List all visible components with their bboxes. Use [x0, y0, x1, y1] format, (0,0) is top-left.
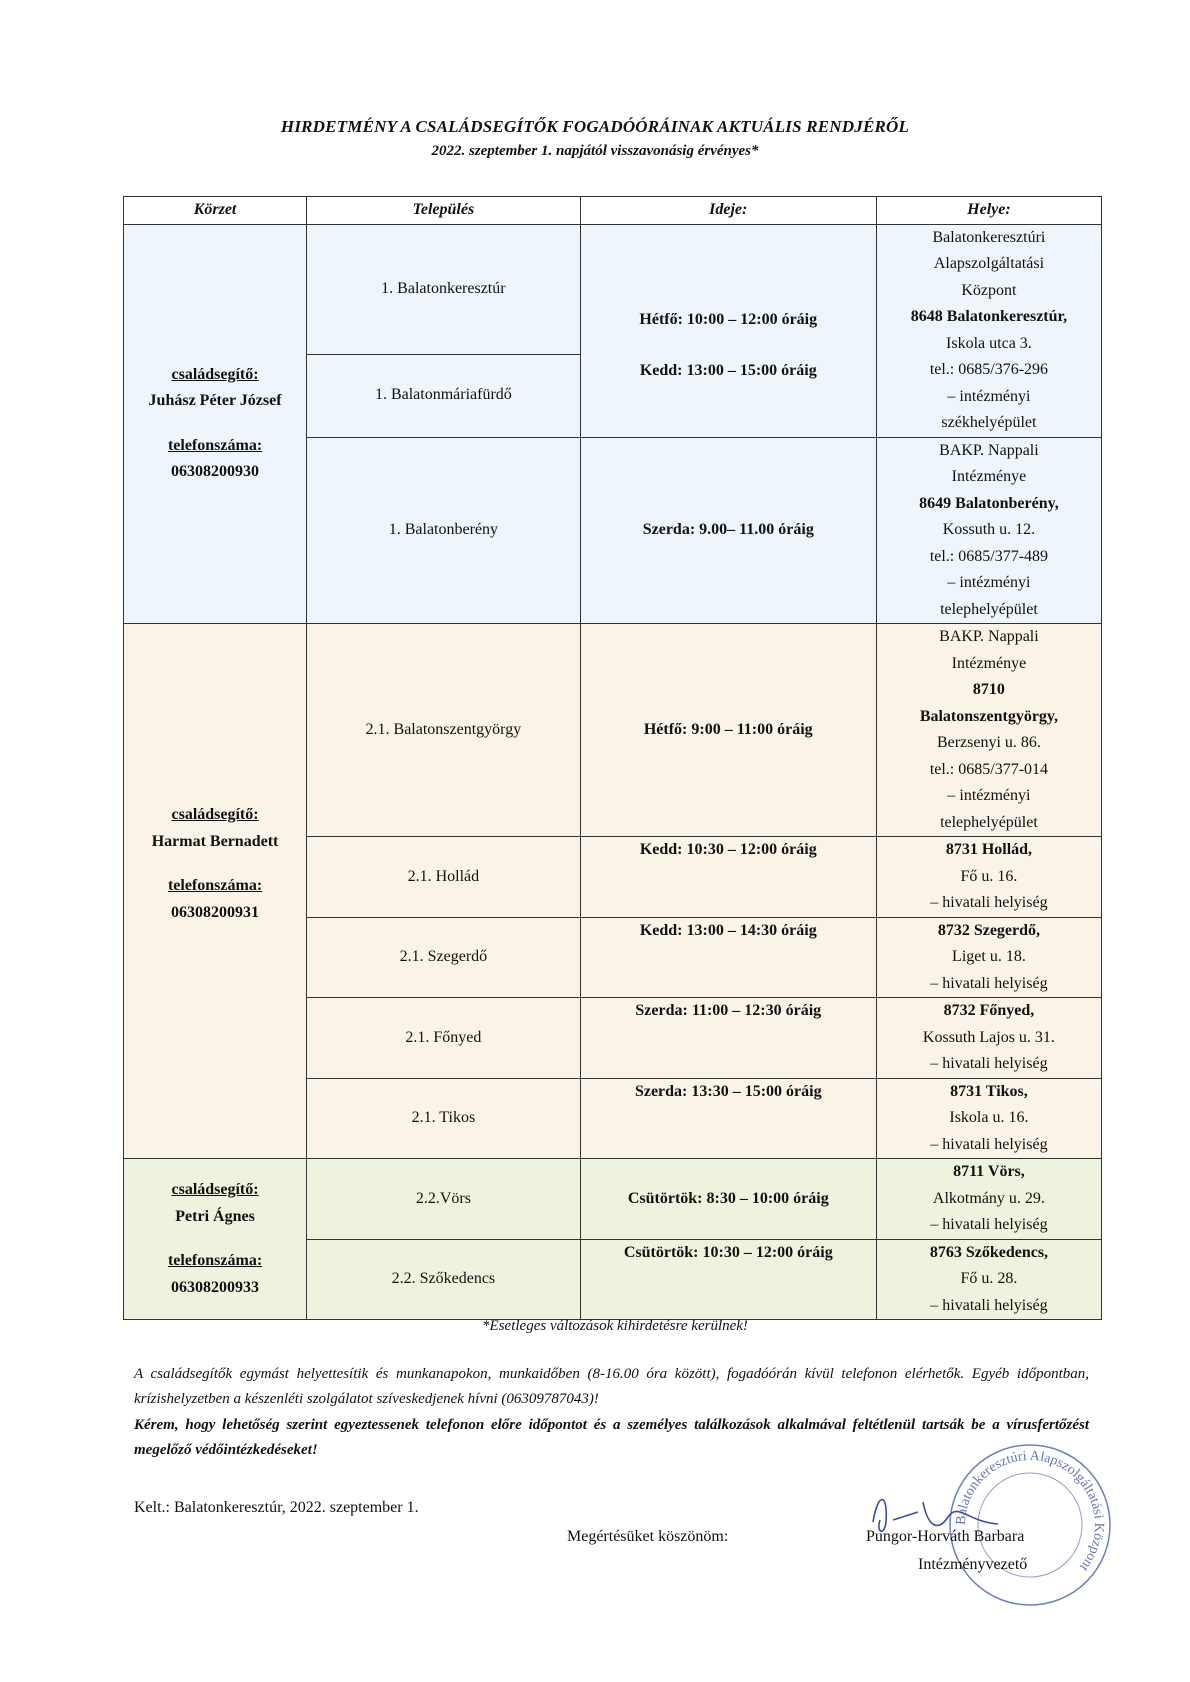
- place-line: Iskola u. 16.: [949, 1109, 1029, 1126]
- zone3-role: családsegítő:: [171, 1181, 259, 1198]
- zone2-phone: 06308200931: [171, 903, 260, 921]
- zone2-settlement-5: 2.1. Tikos: [307, 1078, 581, 1159]
- info-paragraph: A családsegítők egymást helyettesítik és munkanapokon, munkaidőben (8-16.00 óra között), fogadóórán kívül telefonon elérhetők. Egyéb időpontban, krízishelyzetben a készenléti szolgálatot szíveskedjenek hívni (06309787043)!: [134, 1366, 1089, 1407]
- zone1-phone: 06308200930: [171, 463, 260, 481]
- zone2-time-2: Kedd: 10:30 – 12:00 óráig: [580, 837, 876, 918]
- zone2-time-5: Szerda: 13:30 – 15:00 óráig: [580, 1078, 876, 1159]
- zone2-name: Harmat Bernadett: [151, 832, 279, 850]
- zone1-time-3: Szerda: 9.00– 11.00 óráig: [580, 437, 876, 624]
- thanks-line: Megértésüket köszönöm:: [567, 1528, 729, 1545]
- place-line: 8649 Balatonberény,: [919, 494, 1059, 512]
- place-line: Balatonszentgyörgy,: [919, 707, 1059, 725]
- place-line: – hivatali helyiség: [930, 1216, 1048, 1233]
- place-line: 8648 Balatonkeresztúr,: [910, 308, 1068, 325]
- zone1-phone-label: telefonszáma:: [167, 436, 263, 454]
- zone2-time-3: Kedd: 13:00 – 14:30 óráig: [580, 917, 876, 998]
- place-line: Balatonkeresztúri: [932, 228, 1046, 246]
- zone2-place-5: [876, 1078, 1101, 1159]
- table-row: [124, 1159, 1102, 1240]
- zone3-phone: 06308200933: [171, 1278, 260, 1296]
- zone1-role: családsegítő:: [171, 365, 259, 383]
- place-line: Intézménye: [951, 468, 1027, 485]
- zone1-settlement-3: 1. Balatonberény: [307, 437, 581, 624]
- place-line: tel.: 0685/376-296: [929, 361, 1049, 378]
- column-header-telepules: Település: [307, 197, 581, 225]
- zone1-name: Juhász Péter József: [148, 392, 282, 410]
- place-line: 8731 Hollád,: [945, 841, 1033, 858]
- place-line: Iskola utca 3.: [946, 334, 1032, 352]
- zone2-phone-label: telefonszáma:: [167, 877, 263, 894]
- zone2-place-2: [876, 837, 1101, 918]
- zone1-place-a: [876, 224, 1101, 437]
- zone3-settlement-1: 2.2.Vörs: [307, 1159, 581, 1240]
- date-line: Kelt.: Balatonkeresztúr, 2022. szeptember 1.: [134, 1499, 419, 1516]
- place-line: Intézménye: [951, 654, 1027, 672]
- zone2-settlement-3: 2.1. Szegerdő: [307, 917, 581, 998]
- zone2-place-4: [876, 998, 1101, 1079]
- place-line: – intézményi: [947, 787, 1031, 804]
- place-line: székhelyépület: [941, 414, 1037, 431]
- zone3-phone-label: telefonszáma:: [167, 1252, 263, 1269]
- zone2-settlement-4: 2.1. Főnyed: [307, 998, 581, 1079]
- place-line: Liget u. 18.: [952, 948, 1026, 965]
- footnote: *Esetleges változások kihirdetésre kerülnek!: [482, 1318, 748, 1334]
- place-line: – hivatali helyiség: [930, 1135, 1048, 1153]
- place-line: tel.: 0685/377-489: [929, 547, 1049, 565]
- schedule-table: [123, 196, 1102, 1320]
- zone3-settlement-2: 2.2. Szőkedencs: [307, 1239, 581, 1320]
- zone2-place-3: [876, 917, 1101, 998]
- column-header-helye: Helye:: [876, 197, 1101, 225]
- zone2-role: családsegítő:: [171, 806, 259, 823]
- zone3-place-1: [876, 1159, 1101, 1240]
- column-header-korzet: Körzet: [124, 197, 307, 225]
- stamp-text: Balatonkeresztúri Alapszolgáltatási Központ: [953, 1448, 1107, 1575]
- zone1-time-2: Kedd: 13:00 – 15:00 óráig: [639, 361, 817, 379]
- signer-role: Intézményvezető: [918, 1556, 1028, 1573]
- place-line: 8710: [972, 681, 1005, 698]
- document-subtitle: 2022. szeptember 1. napjától visszavonásig érvényes*: [431, 143, 759, 159]
- table-header-row: [124, 197, 1102, 225]
- zone2-time-4: Szerda: 11:00 – 12:30 óráig: [580, 998, 876, 1079]
- place-line: 8732 Szegerdő,: [937, 921, 1041, 939]
- zone2-time-1: Hétfő: 9:00 – 11:00 óráig: [580, 624, 876, 837]
- zone1-settlement-1: 1. Balatonkeresztúr: [307, 224, 581, 354]
- place-line: 8763 Szőkedencs,: [929, 1243, 1049, 1261]
- place-line: 8711 Vörs,: [953, 1163, 1025, 1180]
- place-line: Berzsenyi u. 86.: [936, 734, 1041, 751]
- place-line: – hivatali helyiség: [930, 1055, 1048, 1072]
- place-line: – intézményi: [947, 387, 1031, 405]
- place-line: tel.: 0685/377-014: [929, 760, 1049, 778]
- zone1-contact: [124, 224, 307, 624]
- zone1-times-a: [580, 224, 876, 437]
- table-row: [124, 624, 1102, 837]
- place-line: telephelyépület: [940, 813, 1038, 831]
- place-line: telephelyépület: [940, 600, 1038, 618]
- place-line: – hivatali helyiség: [930, 974, 1048, 992]
- place-line: – hivatali helyiség: [930, 894, 1048, 911]
- zone3-time-2: Csütörtök: 10:30 – 12:00 óráig: [580, 1239, 876, 1320]
- request-paragraph: Kérem, hogy lehetőség szerint egyeztessenek telefonon előre időpontot és a személyes találkozások alkalmával feltétlenül tartsák be a vírusfertőzést megelőző védőintézkedéseket!: [134, 1417, 1089, 1458]
- place-line: – intézményi: [947, 574, 1031, 591]
- zone2-contact: [124, 624, 307, 1159]
- place-line: 8731 Tikos,: [950, 1082, 1028, 1100]
- place-line: BAKP. Nappali: [939, 441, 1039, 459]
- zone2-place-1: [876, 624, 1101, 837]
- table-row: [124, 224, 1102, 354]
- zone2-settlement-2: 2.1. Hollád: [307, 837, 581, 918]
- place-line: Alkotmány u. 29.: [932, 1189, 1045, 1207]
- place-line: 8732 Főnyed,: [943, 1002, 1035, 1019]
- place-line: Kossuth Lajos u. 31.: [922, 1028, 1055, 1046]
- place-line: Központ: [961, 281, 1017, 299]
- place-line: Fő u. 16.: [960, 867, 1018, 885]
- place-line: – hivatali helyiség: [930, 1296, 1048, 1314]
- column-header-ideje: Ideje:: [580, 197, 876, 225]
- zone2-settlement-1: 2.1. Balatonszentgyörgy: [307, 624, 581, 837]
- document-title: HIRDETMÉNY A CSALÁDSEGÍTŐK FOGADÓÓRÁINAK AKTUÁLIS RENDJÉRŐL: [280, 117, 910, 136]
- place-line: Alapszolgáltatási: [933, 255, 1045, 272]
- zone1-place-b: [876, 437, 1101, 624]
- zone3-time-1: Csütörtök: 8:30 – 10:00 óráig: [580, 1159, 876, 1240]
- zone3-place-2: [876, 1239, 1101, 1320]
- zone3-name: Petri Ágnes: [175, 1207, 255, 1225]
- zone3-contact: [124, 1159, 307, 1320]
- place-line: Fő u. 28.: [960, 1270, 1018, 1287]
- zone1-time-1: Hétfő: 10:00 – 12:00 óráig: [639, 311, 818, 328]
- place-line: BAKP. Nappali: [939, 628, 1039, 645]
- signer-name: Pungor-Horváth Barbara: [866, 1528, 1025, 1545]
- zone1-settlement-2: 1. Balatonmáriafürdő: [307, 354, 581, 437]
- place-line: Kossuth u. 12.: [942, 521, 1036, 538]
